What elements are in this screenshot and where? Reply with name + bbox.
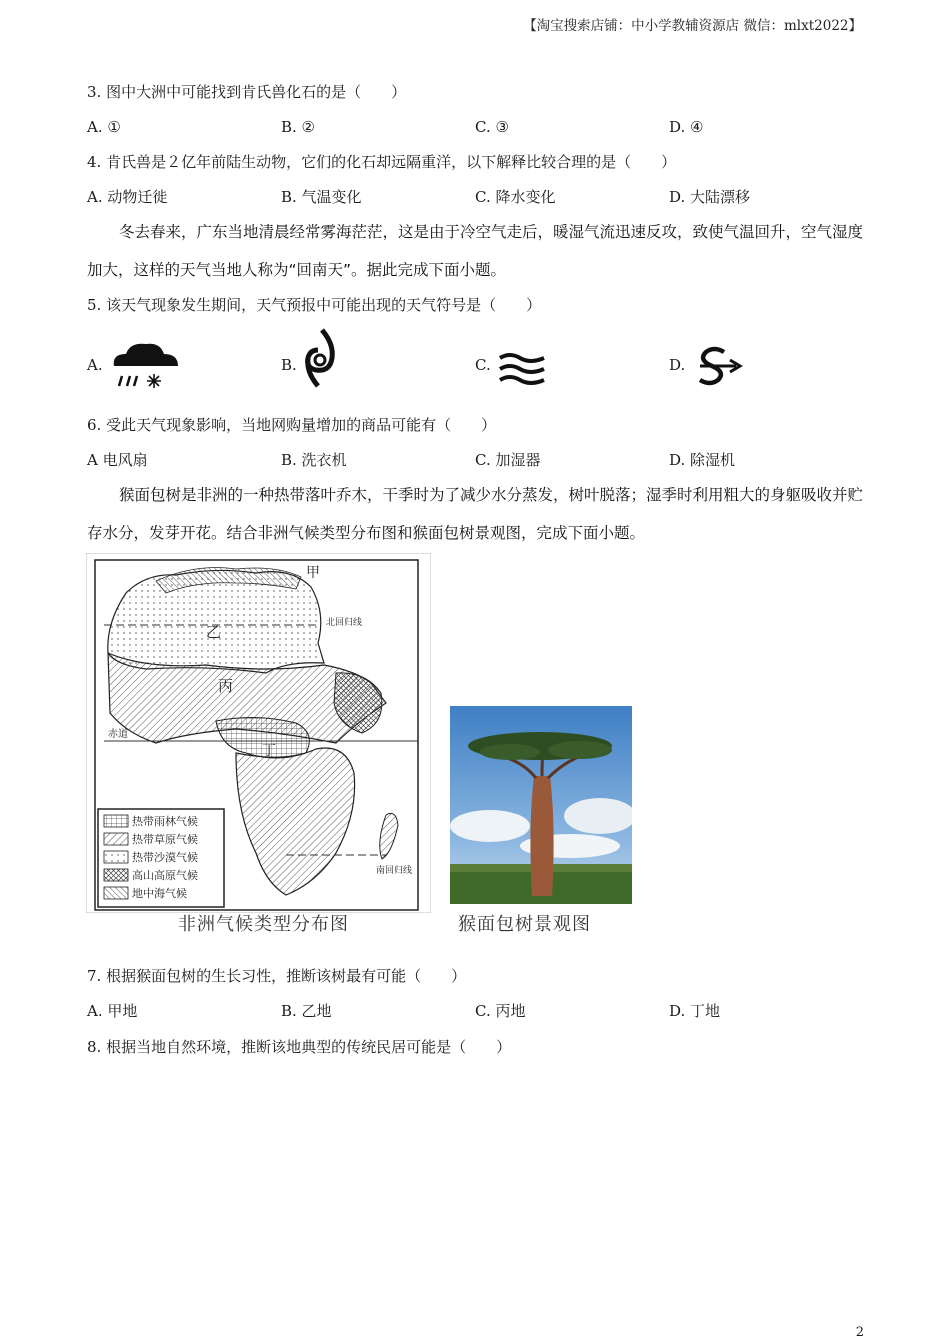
question-3-option-b: B. ② (281, 118, 316, 136)
question-6-option-a: A 电风扇 (87, 451, 148, 469)
question-8-stem: 8. 根据当地自然环境，推断该地典型的传统民居可能是（ ） (87, 1038, 512, 1056)
typhoon-icon (302, 328, 338, 388)
question-4-option-b: B. 气温变化 (281, 188, 362, 206)
legend-savanna: 热带草原气候 (132, 833, 198, 846)
question-6-stem: 6. 受此天气现象影响，当地网购量增加的商品可能有（ ） (87, 416, 497, 434)
question-5-option-b: B. (281, 356, 297, 374)
question-4-option-d: D. 大陆漂移 (669, 188, 751, 206)
page-number: 2 (855, 1325, 864, 1340)
question-7-option-d: D. 丁地 (669, 1002, 721, 1020)
question-4-option-c: C. 降水变化 (475, 188, 556, 206)
page-header: 【淘宝搜索店铺：中小学教辅资源店 微信：mlxt2022】 (523, 18, 862, 34)
question-7-option-c: C. 丙地 (475, 1002, 526, 1020)
question-7-option-a: A. 甲地 (87, 1002, 138, 1020)
question-6-option-b: B. 洗衣机 (281, 451, 347, 469)
question-3-option-a: A. ① (87, 118, 121, 136)
equator-label: 赤道 (108, 729, 128, 740)
legend-desert: 热带沙漠气候 (132, 851, 198, 864)
question-5-option-d: D. (669, 356, 686, 374)
question-5-option-a: A. (87, 356, 103, 374)
sleet-cloud-icon (110, 338, 180, 390)
map-label-yi: 乙 (206, 623, 222, 641)
tropic-south-label: 南回归线 (376, 866, 413, 876)
question-7-option-b: B. 乙地 (281, 1002, 332, 1020)
question-3-option-d: D. ④ (669, 118, 704, 136)
question-4-option-a: A. 动物迁徙 (87, 188, 168, 206)
map-label-ding: 丁 (262, 743, 276, 759)
dust-storm-icon (694, 344, 744, 388)
baobab-photo (450, 706, 632, 904)
africa-climate-map (86, 553, 431, 913)
map-label-jia: 甲 (306, 565, 320, 581)
passage-baobab: 猴面包树是非洲的一种热带落叶乔木，干季时为了减少水分蒸发，树叶脱落；湿季时利用粗大的身躯吸收并贮存水分，发芽开花。结合非洲气候类型分布图和猴面包树景观图，完成下面小题。 (87, 486, 864, 542)
question-5-option-c: C. (475, 356, 491, 374)
map-label-bing: 丙 (218, 677, 234, 695)
legend-highland: 高山高原气候 (132, 869, 198, 882)
legend-mediterranean: 地中海气候 (132, 887, 187, 900)
photo-caption: 猴面包树景观图 (458, 914, 591, 935)
legend-rainforest: 热带雨林气候 (132, 815, 198, 828)
map-caption: 非洲气候类型分布图 (178, 914, 349, 935)
question-6-option-d: D. 除湿机 (669, 451, 736, 469)
passage-huinantian: 冬去春来，广东当地清晨经常雾海茫茫，这是由于冷空气走后，暖湿气流迅速反攻，致使气温回升，空气湿度加大，这样的天气当地人称为“回南天”。据此完成下面小题。 (87, 223, 864, 279)
question-5-stem: 5. 该天气现象发生期间，天气预报中可能出现的天气符号是（ ） (87, 296, 542, 314)
question-3-stem: 3. 图中大洲中可能找到肯氏兽化石的是（ ） (87, 83, 407, 101)
question-4-stem: 4. 肯氏兽是２亿年前陆生动物，它们的化石却远隔重洋，以下解释比较合理的是（ ） (87, 153, 677, 171)
question-6-option-c: C. 加湿器 (475, 451, 541, 469)
sandstorm-icon (496, 352, 548, 388)
question-7-stem: 7. 根据猴面包树的生长习性，推断该树最有可能（ ） (87, 967, 467, 985)
tropic-north-label: 北回归线 (326, 618, 363, 628)
question-3-option-c: C. ③ (475, 118, 509, 136)
